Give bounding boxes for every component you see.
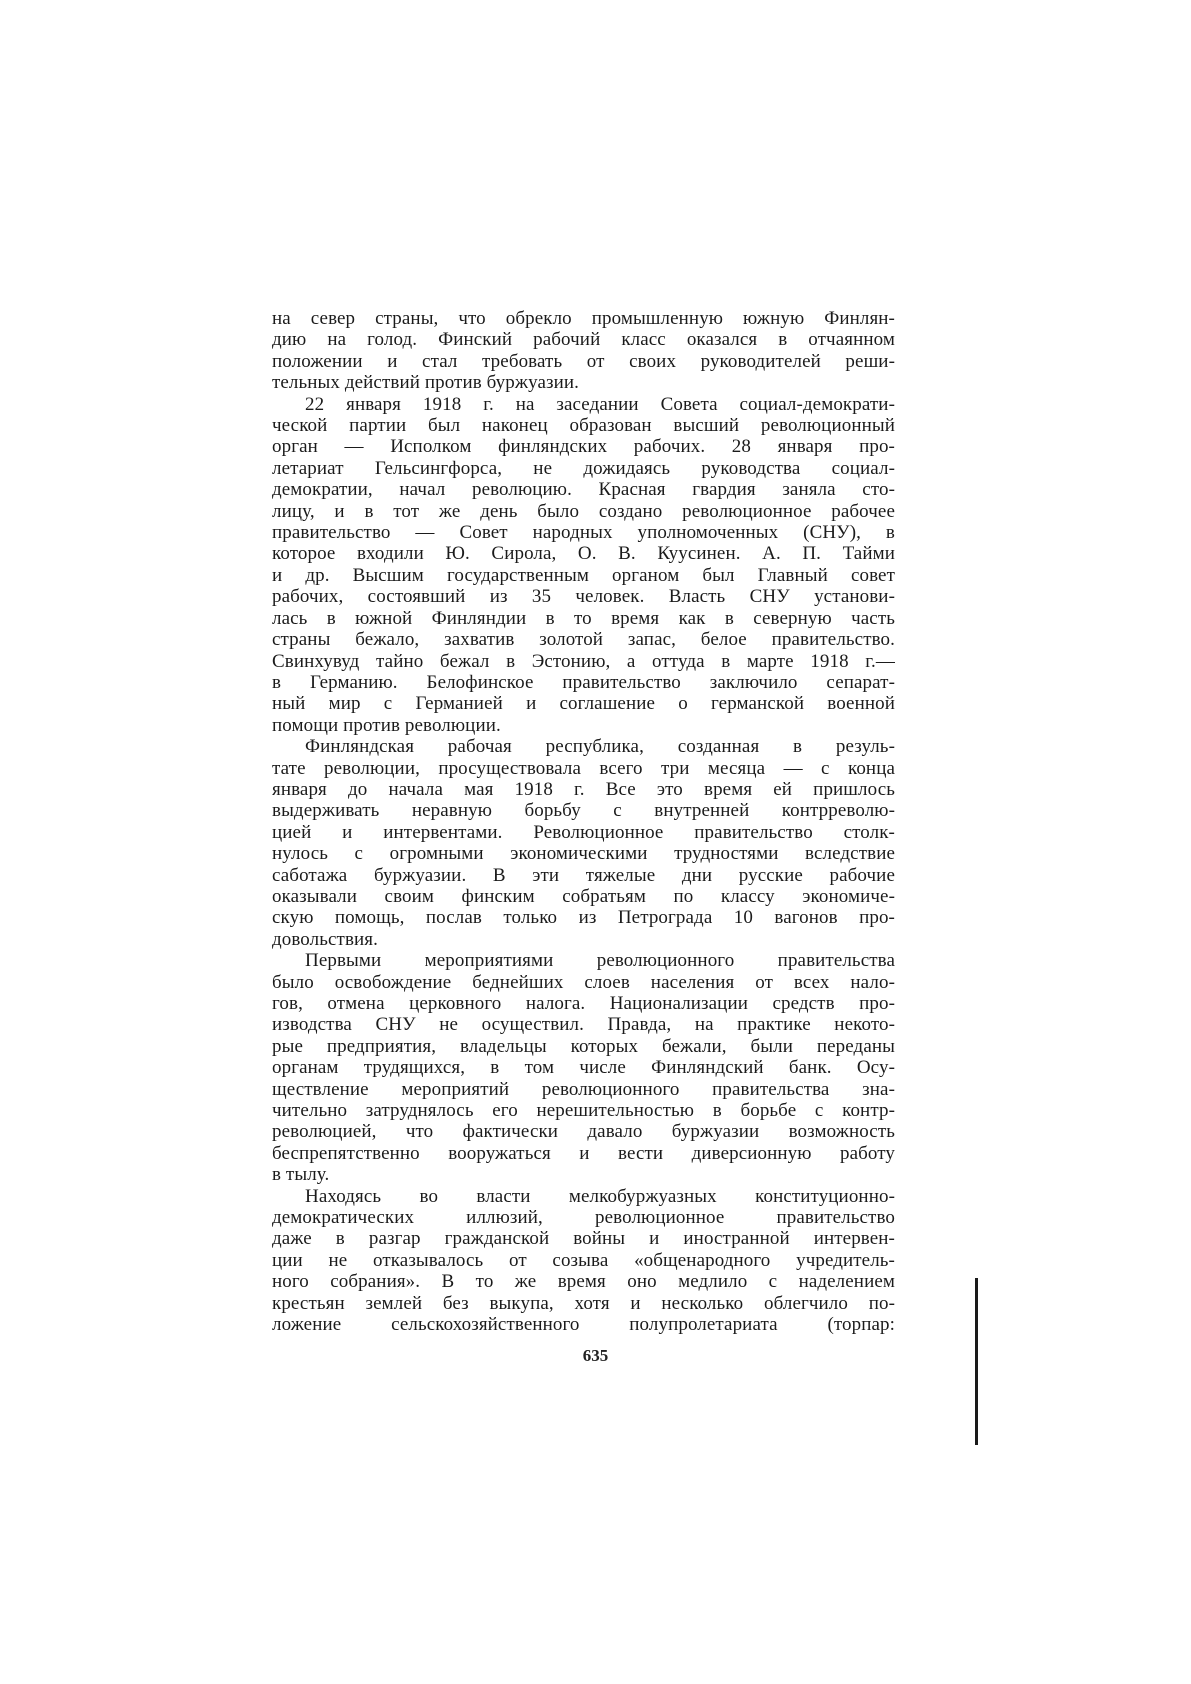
text-line: цией и интервентами. Революционное правительство столк- <box>272 821 895 843</box>
text-line: страны бежало, захватив золотой запас, белое правительство. <box>272 629 895 651</box>
text-line: ложение сельскохозяйственного полупролетариата (торпар: <box>272 1314 895 1336</box>
text-line: крестьян землей без выкупа, хотя и несколько облегчило по- <box>272 1292 895 1314</box>
text-line: положении и стал требовать от своих руководителей реши- <box>272 350 895 372</box>
text-line: гов, отмена церковного налога. Национализации средств про- <box>272 993 895 1014</box>
text-line: саботажа буржуазии. В эти тяжелые дни русские рабочие <box>272 864 895 886</box>
text-line: рые предприятия, владельцы которых бежали, были переданы <box>272 1035 895 1057</box>
text-line: выдерживать неравную борьбу с внутренней контрреволю- <box>272 800 895 822</box>
text-line: скую помощь, послав только из Петрограда 10 вагонов про- <box>272 907 895 929</box>
text-line: тате революции, просуществовала всего три месяца — с конца <box>272 757 895 779</box>
text-line: даже в разгар гражданской войны и иностранной интервен- <box>272 1228 895 1250</box>
text-line: довольствия. <box>272 928 378 950</box>
text-line: лась в южной Финляндии в то время как в северную часть <box>272 607 895 629</box>
text-line: тельных действий против буржуазии. <box>272 372 579 394</box>
text-line: рабочих, состоявший из 35 человек. Власть СНУ установи- <box>272 586 895 608</box>
text-line: чительно затруднялось его нерешительностью в борьбе с контр- <box>272 1100 895 1122</box>
text-line: ного собрания». В то же время оно медлило с наделением <box>272 1271 895 1293</box>
text-line: которое входили Ю. Сирола, О. В. Куусинен. А. П. Тайми <box>272 543 895 565</box>
text-line: изводства СНУ не осуществил. Правда, на практике некото- <box>272 1014 895 1036</box>
text-line: ный мир с Германией и соглашение о германской военной <box>272 693 895 715</box>
text-line: ческой партии был наконец образован высший революционный <box>272 415 895 437</box>
text-line: летариат Гельсингфорса, не дожидаясь руководства социал- <box>272 457 895 479</box>
text-line: в Германию. Белофинское правительство заключило сепарат- <box>272 671 895 693</box>
text-line: Первыми мероприятиями революционного правительства <box>305 950 895 972</box>
text-line: и др. Высшим государственным органом был Главный совет <box>272 564 895 586</box>
text-line: дию на голод. Финский рабочий класс оказался в отчаянном <box>272 329 895 351</box>
text-line: 22 января 1918 г. на заседании Совета социал-демократи- <box>305 393 895 415</box>
text-line: Финляндская рабочая республика, созданная в резуль- <box>305 736 895 758</box>
text-line: было освобождение беднейших слоев населения от всех нало- <box>272 971 895 993</box>
text-line: Находясь во власти мелкобуржуазных конституционно- <box>305 1185 895 1207</box>
text-line: оказывали своим финским собратьям по классу экономиче- <box>272 885 895 907</box>
text-line: Свинхувуд тайно бежал в Эстонию, а оттуда в марте 1918 г.— <box>272 650 895 672</box>
body-text <box>272 308 895 1336</box>
text-line: демократии, начал революцию. Красная гвардия заняла сто- <box>272 479 895 501</box>
text-line: нулось с огромными экономическими трудностями вследствие <box>272 843 895 865</box>
text-line: революцией, что фактически давало буржуазии возможность <box>272 1121 895 1143</box>
text-line: органам трудящихся, в том числе Финляндский банк. Осу- <box>272 1057 895 1079</box>
text-line: демократических иллюзий, революционное правительство <box>272 1207 895 1229</box>
text-line: на север страны, что обрекло промышленную южную Финлян- <box>272 308 895 329</box>
text-line: ции не отказывалось от созыва «общенародного учредитель- <box>272 1249 895 1271</box>
page-number: 635 <box>582 1346 609 1365</box>
text-line: ществление мероприятий революционного правительства зна- <box>272 1078 895 1100</box>
text-line: беспрепятственно вооружаться и вести диверсионную работу <box>272 1142 895 1164</box>
text-line: правительство — Совет народных уполномоченных (СНУ), в <box>272 522 895 544</box>
margin-rule <box>975 1278 978 1445</box>
text-line: в тылу. <box>272 1164 330 1186</box>
text-line: орган — Исполком финляндских рабочих. 28 января про- <box>272 436 895 458</box>
text-line: лицу, и в тот же день было создано революционное рабочее <box>272 500 895 522</box>
text-line: помощи против революции. <box>272 714 501 736</box>
text-line: января до начала мая 1918 г. Все это время ей пришлось <box>272 778 895 800</box>
